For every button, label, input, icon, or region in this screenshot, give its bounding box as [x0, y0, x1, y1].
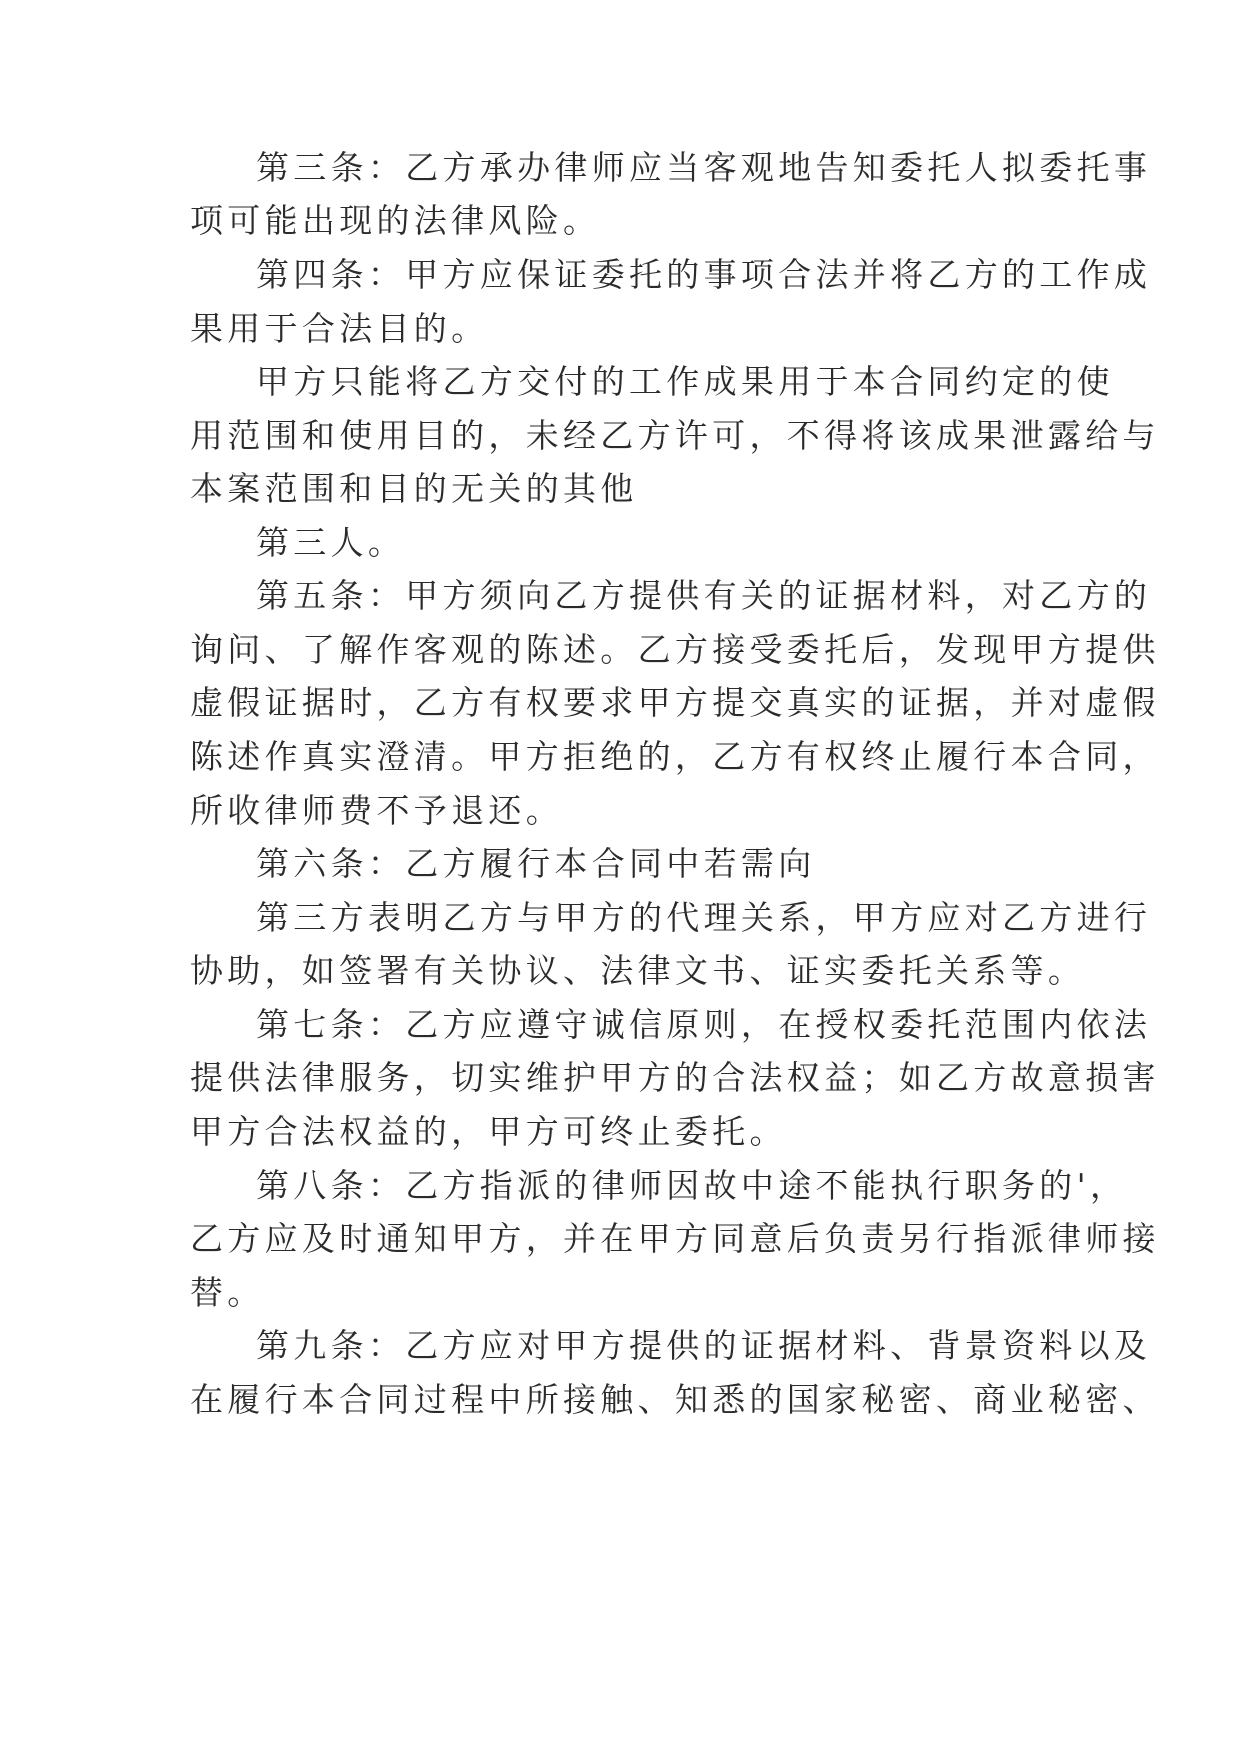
text-line: 第九条：乙方应对甲方提供的证据材料、背景资料以及: [256, 1326, 1152, 1365]
text-line: 甲方合法权益的，甲方可终止委托。: [190, 1112, 787, 1151]
text-line: 甲方只能将乙方交付的工作成果用于本合同约定的使: [256, 362, 1114, 401]
text-line: 第六条：乙方履行本合同中若需向: [256, 844, 816, 883]
text-line: 询问、了解作客观的陈述。乙方接受委托后，发现甲方提供: [190, 630, 1160, 669]
text-line: 提供法律服务，切实维护甲方的合法权益；如乙方故意损害: [190, 1058, 1160, 1097]
text-line: 协助，如签署有关协议、法律文书、证实委托关系等。: [190, 951, 1086, 990]
text-line: 第七条：乙方应遵守诚信原则，在授权委托范围内依法: [256, 1005, 1152, 1044]
text-line: 在履行本合同过程中所接触、知悉的国家秘密、商业秘密、: [190, 1380, 1160, 1419]
text-line: 陈述作真实澄清。甲方拒绝的，乙方有权终止履行本合同，: [190, 737, 1160, 776]
text-line: 本案范围和目的无关的其他: [190, 469, 638, 508]
text-line: 替。: [190, 1273, 265, 1312]
text-line: 果用于合法目的。: [190, 309, 489, 348]
text-line: 第五条：甲方须向乙方提供有关的证据材料，对乙方的: [256, 576, 1152, 615]
text-line: 所收律师费不予退还。: [190, 791, 563, 830]
text-line: 项可能出现的法律风险。: [190, 201, 601, 240]
text-line: 第四条：甲方应保证委托的事项合法并将乙方的工作成: [256, 255, 1152, 294]
text-line: 虚假证据时，乙方有权要求甲方提交真实的证据，并对虚假: [190, 683, 1160, 722]
text-line: 乙方应及时通知甲方，并在甲方同意后负责另行指派律师接: [190, 1219, 1160, 1258]
text-line: 用范围和使用目的，未经乙方许可，不得将该成果泄露给与: [190, 416, 1160, 455]
text-line: 第八条：乙方指派的律师因故中途不能执行职务的'，: [256, 1166, 1128, 1205]
text-line: 第三条：乙方承办律师应当客观地告知委托人拟委托事: [256, 148, 1152, 187]
text-line: 第三人。: [256, 523, 406, 562]
text-line: 第三方表明乙方与甲方的代理关系，甲方应对乙方进行: [256, 898, 1152, 937]
